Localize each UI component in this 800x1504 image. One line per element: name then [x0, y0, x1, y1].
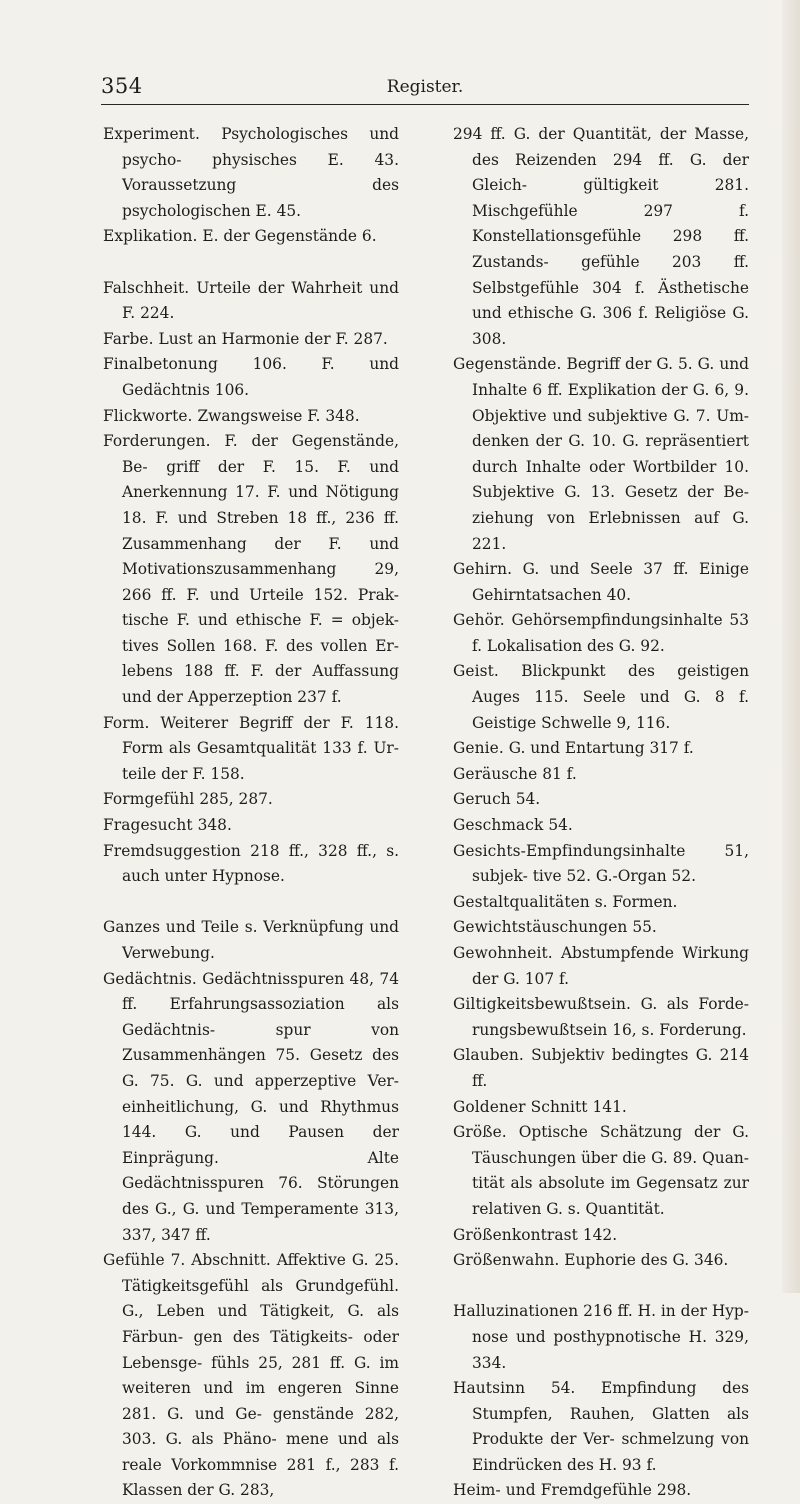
index-entry: [103, 711, 399, 788]
entry-headword: Farbe.: [103, 329, 154, 348]
entry-headword: Finalbetonung: [103, 355, 218, 374]
entry-text: 54.: [543, 816, 573, 835]
entry-headword: Gewohnheit.: [453, 944, 553, 962]
entry-text: Optische Schätzung der G. Täuschungen über die G. 89. Quan- tität als absolute im Gegensatz zur relativen G. s. Quantität.: [472, 1123, 749, 1218]
index-entry: [103, 276, 399, 327]
entry-text: 54. Empfindung des Stumpfen, Rauhen, Glatten als Produkte der Ver- schmelzung von Eindrücken des H. 93 f.: [472, 1379, 749, 1474]
index-entry: [103, 352, 399, 403]
index-entry: [103, 224, 399, 250]
entry-headword: Größenwahn.: [453, 1251, 560, 1270]
entry-headword: Hautsinn: [453, 1379, 526, 1398]
index-entry: [453, 787, 749, 813]
entry-headword: Experiment.: [103, 125, 200, 143]
entry-headword: Gewichtstäuschungen: [453, 918, 628, 937]
entry-text: F. der Gegenstände, Be- griff der F. 15. F. und Anerkennung 17. F. und Nötigung 18. F. und Streben 18 ff., 236 ff. Zusammenhang der F. und Motivationszusammenhang 29, 266 ff. F. und Urteile 152. Prak- tische F. und ethische F. = objek- tives Sollen 168. F. des vollen Er- lebens 188 ff. F. der Auffassung und der Apperzeption 237 f.: [122, 432, 399, 707]
page-number: 354: [101, 74, 143, 98]
entry-text: Blickpunkt des geistigen Auges 115. Seele und G. 8 f. Geistige Schwelle 9, 116.: [472, 662, 749, 732]
entry-text: 54.: [510, 790, 541, 809]
entry-text: Psychologisches und psycho- physisches E. 43. Voraussetzung des psychologischen E. 45.: [122, 125, 399, 220]
entry-text: 55.: [627, 918, 657, 937]
index-entry: [453, 1223, 749, 1249]
entry-headword: Geruch: [453, 790, 511, 809]
entry-text: E. der Gegenstände 6.: [197, 227, 377, 246]
entry-headword: Geschmack: [453, 816, 544, 835]
entry-headword: Gehirn.: [453, 560, 513, 579]
index-entry: [103, 967, 399, 1249]
entry-headword: Formgefühl: [103, 790, 195, 809]
index-entry: [453, 1299, 749, 1376]
entry-text: 141.: [587, 1097, 627, 1116]
entry-headword: Falschheit.: [103, 278, 190, 297]
entry-headword: Heim- und Fremdgefühle: [453, 1481, 653, 1500]
entry-text: Lust an Harmonie der F. 287.: [153, 329, 388, 348]
index-entry: [453, 1120, 749, 1222]
entry-headword: Gedächtnis.: [103, 969, 197, 988]
index-entry: [103, 429, 399, 711]
index-entry: [103, 122, 399, 224]
entry-headword: Geist.: [453, 662, 499, 681]
entry-headword: Größenkontrast: [453, 1225, 578, 1244]
entry-text: 51, subjek- tive 52. G.-Organ 52.: [472, 841, 749, 886]
index-column-right: [453, 122, 749, 1504]
index-entry: [453, 941, 749, 992]
entry-text: Zwangsweise F. 348.: [192, 406, 360, 425]
index-entry: [453, 915, 749, 941]
entry-headword: Forderungen.: [103, 432, 211, 451]
index-entry: [453, 1043, 749, 1094]
entry-text: 348.: [192, 816, 232, 835]
index-entry: [453, 736, 749, 762]
entry-text: 298.: [652, 1481, 692, 1500]
running-head: Register.: [386, 77, 464, 97]
entry-text: G. und Seele 37 ff. Einige Gehirntatsachen 40.: [472, 560, 749, 604]
entry-text: Urteile der Wahrheit und F. 224.: [122, 278, 399, 323]
index-entry: [103, 327, 399, 353]
entry-headword: Gefühle: [103, 1251, 165, 1270]
entry-text: G. und Entartung 317 f.: [503, 739, 694, 758]
entry-headword: Größe.: [453, 1123, 507, 1142]
entry-headword: Gestaltqualitäten: [453, 892, 590, 911]
index-entry: [453, 1376, 749, 1478]
index-entry: [103, 787, 399, 813]
index-entry: [453, 1095, 749, 1121]
index-entry: [453, 1478, 749, 1504]
entry-text: Gehörsempfindungsinhalte 53 f. Lokalisation des G. 92.: [472, 611, 749, 655]
index-entry: [453, 1248, 749, 1274]
entry-text: Abstumpfende Wirkung der G. 107 f.: [472, 944, 749, 988]
index-entry: [453, 557, 749, 608]
entry-text: 106. F. und Gedächtnis 106.: [122, 355, 399, 399]
entry-text: 294 ff. G. der Quantität, der Masse, des Reizenden 294 ff. G. der Gleich- gültigkeit 281. Mischgefühle 297 f. Konstellationsgefühle 298 ff. Zustands- gefühle 203 ff. Selbstgefühle 304 f. Ästhetische und ethische G. 306 f. Religiöse G. 308.: [453, 125, 749, 348]
index-entry: [453, 890, 749, 916]
entry-text: 81 f.: [537, 764, 577, 783]
entry-headword: Flickworte.: [103, 406, 193, 425]
entry-headword: Giltigkeitsbewußtsein.: [453, 995, 631, 1014]
index-entry: [103, 915, 399, 966]
index-entry: [103, 404, 399, 430]
entry-headword: Gegenstände.: [453, 355, 562, 374]
entry-headword: Goldener Schnitt: [453, 1097, 588, 1116]
entry-headword: Fremdsuggestion: [103, 841, 241, 860]
entry-headword: Ganzes und Teile: [103, 918, 240, 937]
index-entry: [103, 813, 399, 839]
entry-text: Subjektiv bedingtes G. 214 ff.: [472, 1046, 749, 1090]
entry-headword: Halluzinationen: [453, 1302, 579, 1321]
entry-text: 7. Abschnitt. Affektive G. 25. Tätigkeitsgefühl als Grundgefühl. G., Leben und Tätigkeit, G. als Färbun- gen des Tätigkeits- oder Lebensge- fühls 25, 281 ff. G. im weiteren und im engeren Sinne 281. G. und Ge- genstände 282, 303. G. als Phäno- mene und als reale Vorkommnise 281 f., 283 f. Klassen der G. 283,: [122, 1251, 399, 1500]
entry-text: 142.: [577, 1225, 618, 1244]
entry-headword: Form.: [103, 713, 150, 732]
index-entry: [453, 992, 749, 1043]
entry-text: Euphorie des G. 346.: [559, 1251, 729, 1270]
entry-text: G. als Forde- rungsbewußtsein 16, s. Forderung.: [472, 995, 749, 1039]
entry-text: s. Formen.: [589, 892, 678, 911]
entry-text: Weiterer Begriff der F. 118. Form als Gesamtqualität 133 f. Ur- teile der F. 158.: [122, 713, 399, 783]
index-entry: [453, 352, 749, 557]
entry-text: 218 ff., 328 ff., s. auch unter Hypnose.: [122, 841, 399, 886]
entry-headword: Gehör.: [453, 611, 505, 630]
entry-text: Gedächtnisspuren 48, 74 ff. Erfahrungsassoziation als Gedächtnis- spur von Zusammenhängen 75. Gesetz des G. 75. G. und apperzeptive Ver- einheitlichung, G. und Rhythmus 144. G. und Pausen der Einprägung. Alte Gedächtnisspuren 76. Störungen des G., G. und Temperamente 313, 337, 347 ff.: [122, 969, 399, 1244]
entry-headword: Gesichts-Empfindungsinhalte: [453, 841, 686, 860]
page-header: [101, 70, 749, 105]
entry-text: 216 ff. H. in der Hyp- nose und posthypnotische H. 329, 334.: [472, 1302, 749, 1372]
index-entry: [453, 122, 749, 352]
entry-text: s. Verknüpfung und Verwebung.: [122, 918, 399, 962]
page-edge-shadow: [782, 0, 800, 1293]
entry-headword: Geräusche: [453, 764, 538, 783]
entry-text: Begriff der G. 5. G. und Inhalte 6 ff. Explikation der G. 6, 9. Objektive und subjektive G. 7. Um- denken der G. 10. G. repräsentiert durch Inhalte oder Wortbilder 10. Subjektive G. 13. Gesetz der Be- ziehung von Erlebnissen auf G. 221.: [472, 355, 749, 553]
entry-headword: Glauben.: [453, 1046, 524, 1065]
entry-headword: Fragesucht: [103, 816, 193, 835]
index-entry: [453, 813, 749, 839]
index-entry: [453, 608, 749, 659]
index-entry: [103, 839, 399, 890]
index-entry: [453, 839, 749, 890]
entry-headword: Genie.: [453, 739, 504, 758]
entry-headword: Explikation.: [103, 227, 198, 246]
index-column-left: [103, 122, 399, 1504]
index-entry: [453, 762, 749, 788]
entry-text: 285, 287.: [194, 790, 273, 809]
index-entry: [453, 659, 749, 736]
index-entry: [103, 1248, 399, 1504]
